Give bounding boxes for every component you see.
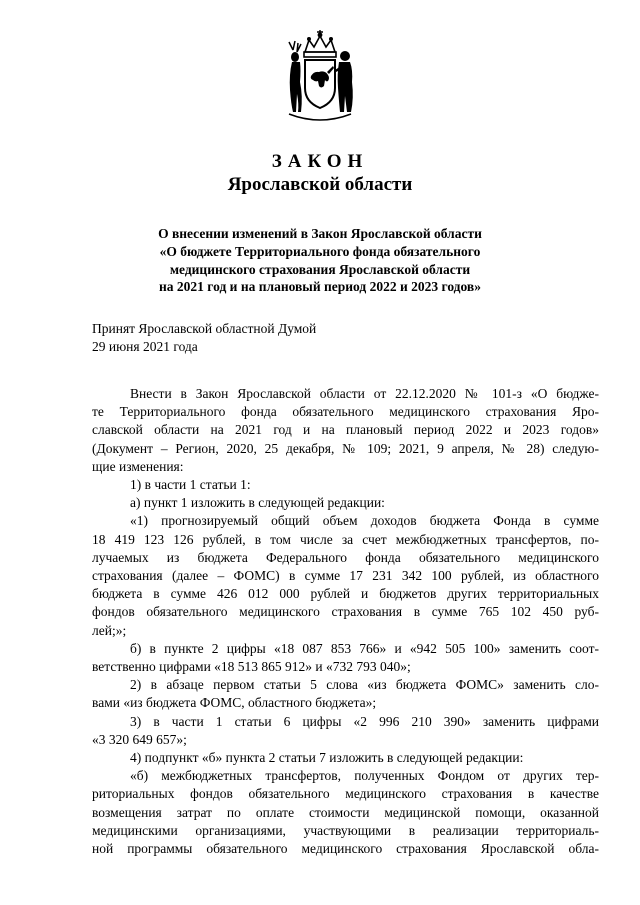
- body-line: Внести в Закон Ярославской области от 22.12.2020 № 101-з «О бюдже-: [130, 386, 599, 401]
- body-line: лучаемых из бюджета Федерального фонда обязательного медицинского: [92, 549, 599, 565]
- body-line: а) пункт 1 изложить в следующей редакции:: [130, 495, 385, 511]
- law-title: ЗАКОН: [271, 151, 369, 172]
- crown-icon: [304, 30, 336, 57]
- body-line: риториальных фондов обязательного медицинского страхования в качестве: [92, 786, 599, 802]
- adoption-body: Принят Ярославской областной Думой: [92, 321, 317, 336]
- deer-supporter-icon: [289, 41, 302, 112]
- body-line: 4) подпункт «б» пункта 2 статьи 7 изложить в следующей редакции:: [130, 750, 524, 766]
- adoption-info: [92, 320, 316, 355]
- body-line: 3) в части 1 статьи 6 цифры «2 996 210 390» заменить цифрами: [130, 713, 599, 729]
- body-line: лей;»;: [92, 622, 127, 638]
- coat-of-arms-emblem: [283, 30, 357, 146]
- body-line: ной программы обязательного медицинского страхования Ярославской обла-: [92, 841, 599, 857]
- subject-line: О внесении изменений в Закон Ярославской области: [158, 226, 482, 241]
- body-line: возмещения затрат по оплате стоимости медицинской помощи, оказанной: [92, 804, 599, 820]
- body-line: славской области на 2021 год и на плановый период 2022 и 2023 годов»: [92, 422, 599, 438]
- body-line: (Документ – Регион, 2020, 25 декабря, № 109; 2021, 9 апреля, № 28) следую-: [92, 440, 599, 456]
- law-subject: [100, 225, 540, 296]
- subject-line: на 2021 год и на плановый период 2022 и 2023 годов»: [159, 279, 481, 295]
- body-line: страхования (далее – ФОМС) в сумме 17 231 342 100 рублей, из областного: [92, 568, 599, 584]
- subject-line: медицинского страхования Ярославской области: [169, 261, 471, 277]
- body-line: б) в пункте 2 цифры «18 087 853 766» и «942 505 100» заменить соот-: [130, 640, 599, 656]
- body-line: те Территориального фонда обязательного медицинского страхования Яро-: [92, 404, 599, 420]
- body-line: 2) в абзаце первом статьи 5 слова «из бюджета ФОМС» заменить сло-: [130, 677, 599, 693]
- body-line: «б) межбюджетных трансфертов, полученных Фондом от других тер-: [130, 768, 599, 784]
- law-body: [92, 385, 599, 858]
- body-line: фондов обязательного медицинского страхования в сумме 765 102 450 руб-: [92, 604, 599, 620]
- body-line: бюджета в сумме 426 012 000 рублей и бюджетов других территориальных: [92, 586, 599, 602]
- body-line: «3 320 649 657»;: [92, 731, 187, 747]
- bear-supporter-icon: [335, 51, 353, 112]
- region-title: Ярославской области: [227, 174, 413, 195]
- body-line: щие изменения:: [92, 458, 184, 474]
- body-line: ветственно цифрами «18 513 865 912» и «732 793 040»;: [92, 659, 411, 675]
- body-line: 1) в части 1 статьи 1:: [130, 477, 251, 493]
- body-line: вами «из бюджета ФОМС, областного бюджета»;: [92, 695, 377, 711]
- body-line: медицинскими организациями, участвующими в реализации территориаль-: [92, 822, 599, 838]
- body-line: 18 419 123 126 рублей, в том числе за счет межбюджетных трансфертов, по-: [92, 531, 599, 547]
- subject-line: «О бюджете Территориального фонда обязательного: [159, 243, 481, 259]
- adoption-date: 29 июня 2021 года: [92, 338, 198, 354]
- body-line: «1) прогнозируемый общий объем доходов бюджета Фонда в сумме: [130, 513, 599, 529]
